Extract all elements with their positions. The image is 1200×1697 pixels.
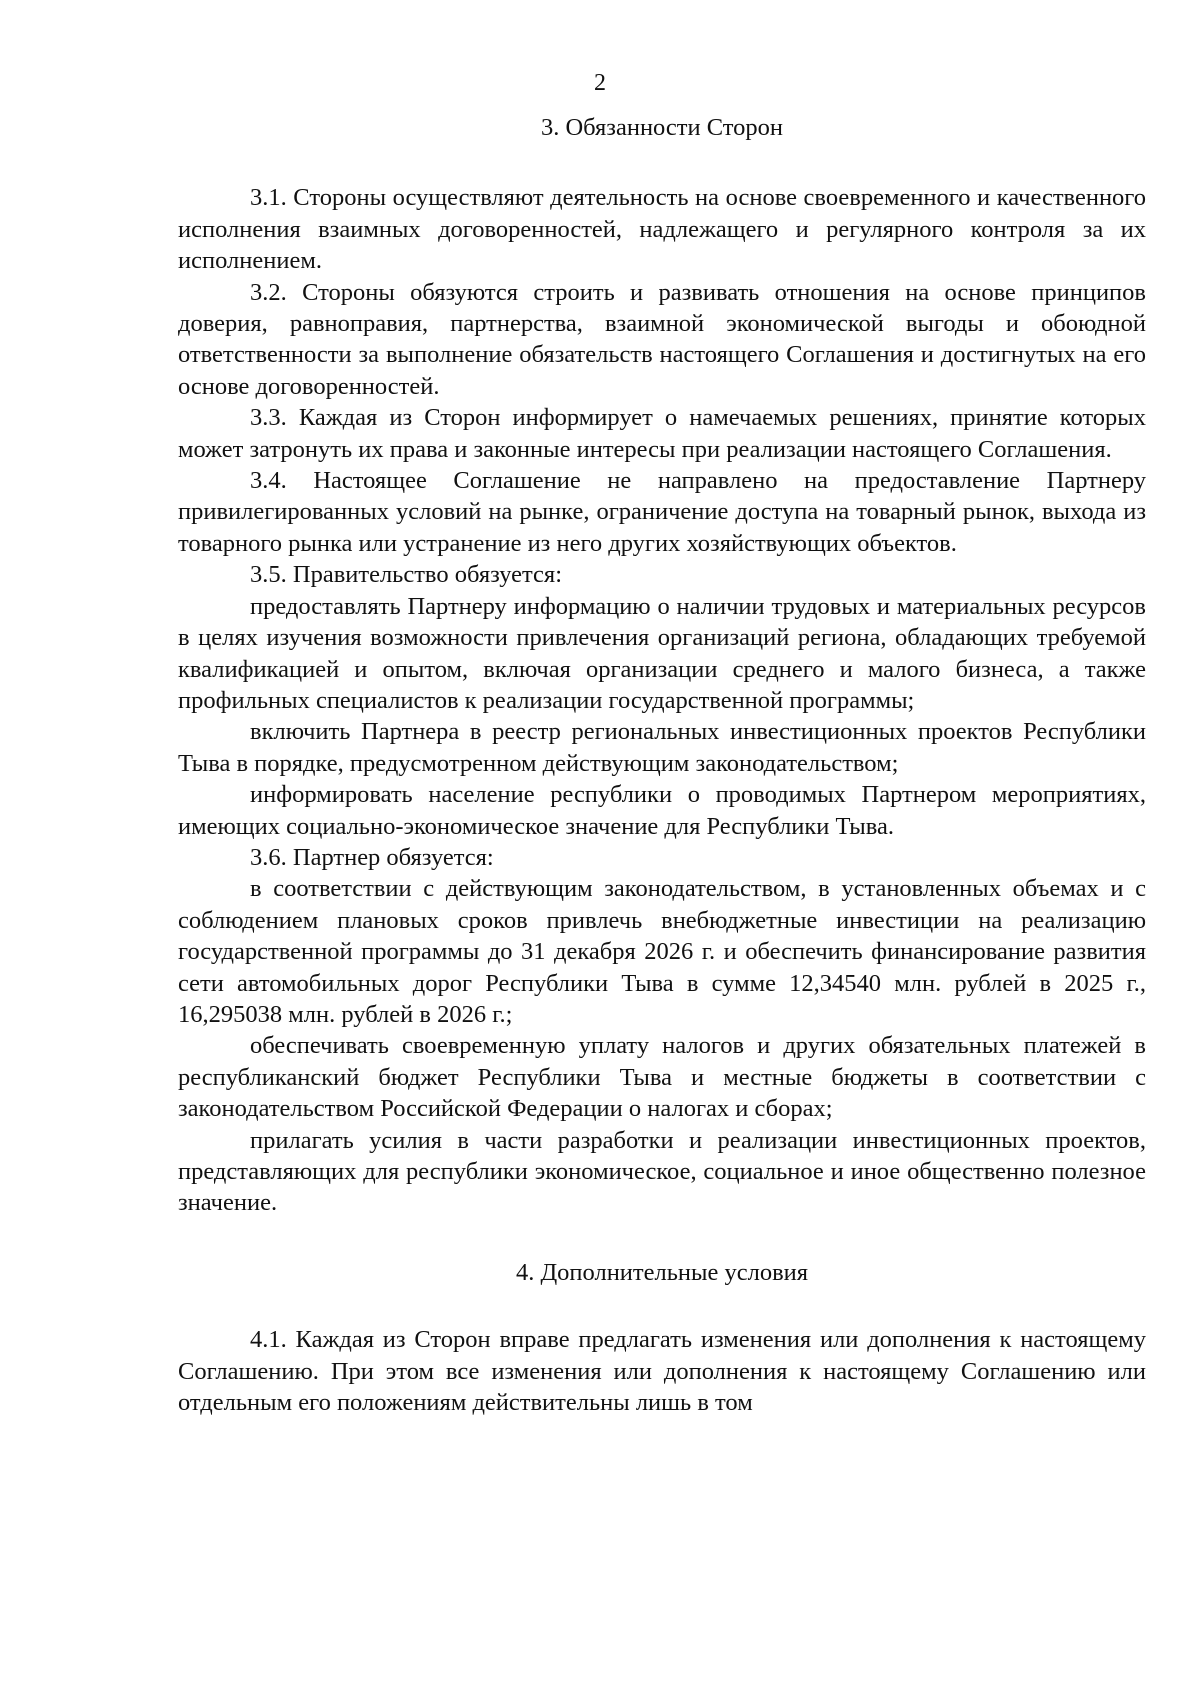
paragraph-3-5-item-3: информировать население республики о проводимых Партнером мероприятиях, имеющих социально-экономическое значение для Республики Тыва. [178,781,1146,840]
paragraph-3-6-item-1: в соответствии с действующим законодательством, в установленных объемах и с соблюдением плановых сроков привлечь внебюджетные инвестиции на реализацию государственной программы до 31 декабря 2026 г. и обеспечить финансирование развития сети автомобильных дорог Республики Тыва в сумме 12,34540 млн. рублей в 2025 г., 16,295038 млн. рублей в 2026 г.; [178,875,1146,1028]
paragraph-3-4: 3.4. Настоящее Соглашение не направлено на предоставление Партнеру привилегированных условий на рынке, ограничение доступа на товарный рынок, выхода из товарного рынка или устранение из него других хозяйствующих объектов. [178,467,1146,557]
paragraph-3-5-item-2: включить Партнера в реестр региональных инвестиционных проектов Республики Тыва в порядке, предусмотренном действующим законодательством; [178,718,1146,777]
paragraph-4-1: 4.1. Каждая из Сторон вправе предлагать изменения или дополнения к настоящему Соглашению. При этом все изменения или дополнения к настоящему Соглашению или отдельным его положениям действительны лишь в том [178,1326,1146,1417]
paragraph-3-1: 3.1. Стороны осуществляют деятельность на основе своевременного и качественного исполнения взаимных договоренностей, надлежащего и регулярного контроля за их исполнением. [178,184,1146,275]
paragraph-3-5: 3.5. Правительство обязуется: [250,561,563,589]
document-body [178,112,1146,1418]
paragraph-3-6-item-2: обеспечивать своевременную уплату налогов и других обязательных платежей в республиканский бюджет Республики Тыва и местные бюджеты в соответствии с законодательством Российской Федерации о налогах и сборах; [178,1032,1146,1123]
paragraph-3-5-item-1: предоставлять Партнеру информацию о наличии трудовых и материальных ресурсов в целях изучения возможности привлечения организаций региона, обладающих требуемой квалификацией и опытом, включая организации среднего и малого бизнеса, а также профильных специалистов к реализации государственной программы; [178,592,1146,714]
paragraph-3-3: 3.3. Каждая из Сторон информирует о намечаемых решениях, принятие которых может затронуть их права и законные интересы при реализации настоящего Соглашения. [178,404,1146,463]
section-4-title: 4. Дополнительные условия [515,1258,809,1286]
paragraph-3-2: 3.2. Стороны обязуются строить и развивать отношения на основе принципов доверия, равноправия, партнерства, взаимной экономической выгоды и обоюдной ответственности за выполнение обязательств настоящего Соглашения и достигнутых на его основе договоренностей. [178,278,1146,400]
paragraph-3-6-item-3: прилагать усилия в части разработки и реализации инвестиционных проектов, представляющих для республики экономическое, социальное и иное общественно полезное значение. [178,1126,1146,1217]
section-3-title: 3. Обязанности Сторон [540,114,784,141]
page-number: 2 [594,70,606,96]
paragraph-3-6: 3.6. Партнер обязуется: [250,843,494,871]
